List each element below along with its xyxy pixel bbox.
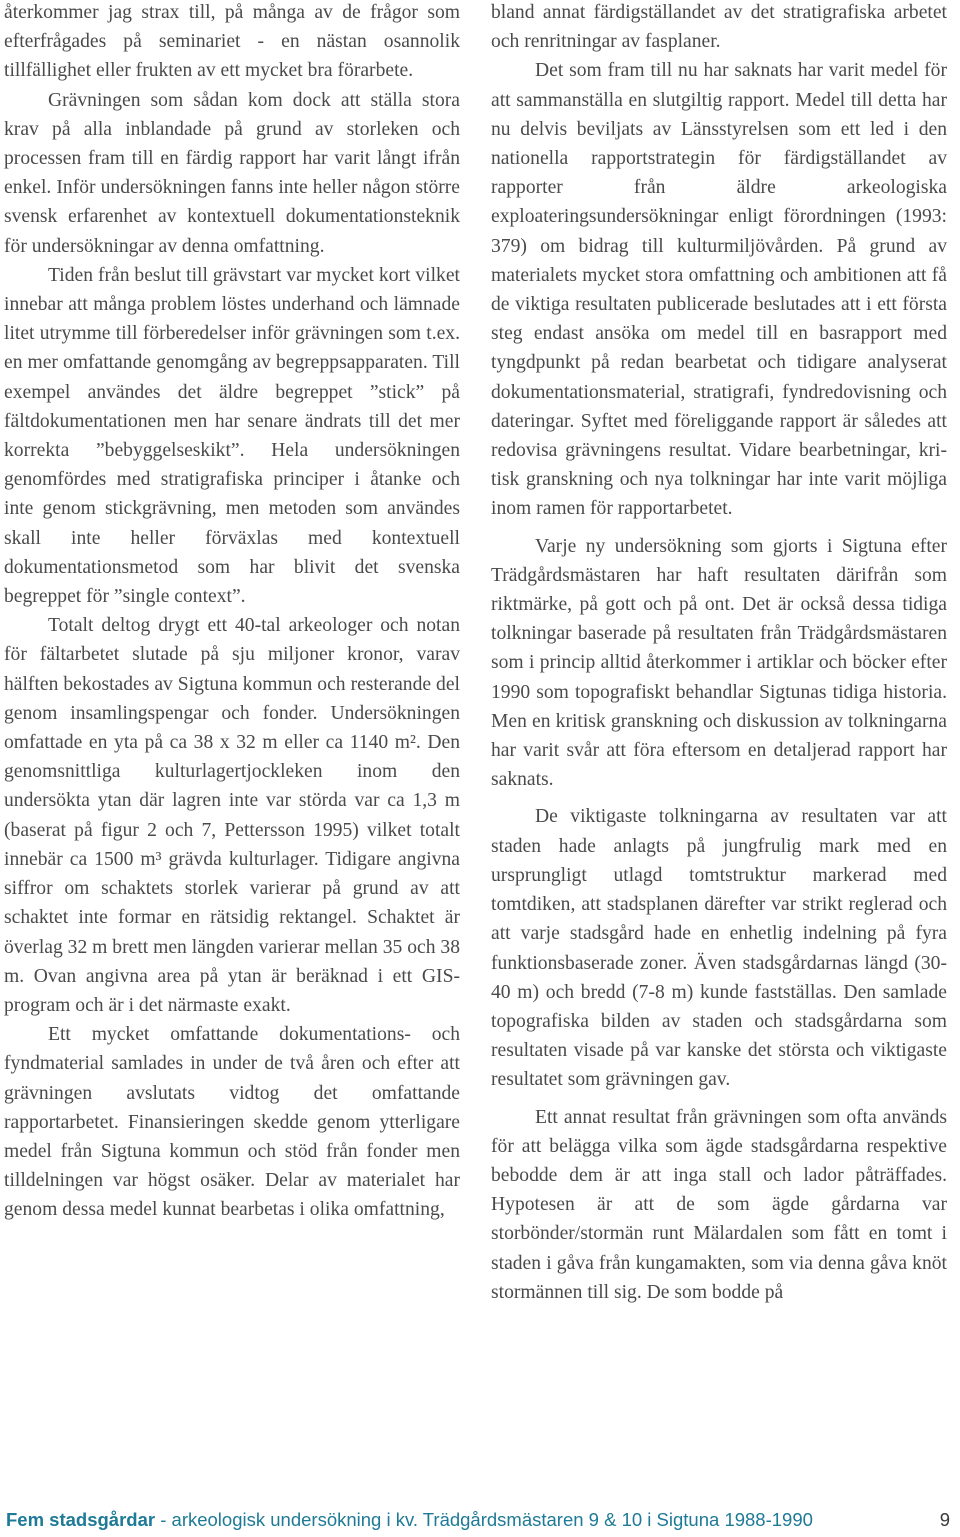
paragraph: Varje ny undersökning som gjorts i Sigtuna efter Trädgårdsmästaren har haft resultaten därifrån som riktmärke, på gott och på ont. Det är också dessa tidiga tolkningar baserade på resultaten från Trädgårdsmästaren som i princip alltid återkommer i artiklar och böcker efter 1990 som topografiskt behandlar Sigtunas tidiga historia. Men en kritisk granskning och diskussion av tolkningarna har varit svår att föra eftersom en detaljerad rapport har saknats. bbox=[491, 535, 947, 791]
page-footer bbox=[6, 1509, 950, 1537]
paragraph: Ett annat resultat från grävningen som ofta används för att belägga vilka som ägde stadsgårdarna respektive bebodde dem är att inga stall och lador påträffades. Hypotesen är att de som ägde gårdarna var storbönder/stormän runt Mälardalen som fått en tomt i staden i gåva från kungamakten, som via denna gåva knöt stormännen till sig. De som bodde på bbox=[491, 1106, 947, 1303]
footer-title-bold: Fem stadsgårdar bbox=[6, 1509, 156, 1530]
paragraph: Det som fram till nu har saknats har varit medel för att sammanställa en slutgiltig rapport. Medel till detta har nu delvis beviljats av Länsstyrelsen som ett led i den nationella rapportstrategin för färdigställandet av rapporter från äldre arkeologiska exploateringsundersökningar enligt förordningen (1993: 379) om bidrag till kulturmiljövården. På grund av materialets mycket stora omfattning och ambitionen att få de viktiga resultaten publicerade beslutades att i ett första steg endast ansöka om medel till en basrapport med tyngdpunkt på redan bearbetat och tidigare analyserat dokumentationsmaterial, stratigrafi, fyndredovisning och dateringar. Syftet med föreliggande rapport är således att redovisa grävningens resultat. Vidare bearbetningar, kritisk granskning och nya tolkningar har inte varit möjliga inom ramen för rapportarbetet. bbox=[491, 60, 947, 520]
paragraph: bland annat färdigställandet av det stratigrafiska arbetet och renritningar av fasplaner. bbox=[491, 2, 947, 53]
paragraph: Ett mycket omfattande dokumentations- och fyndmaterial samlades in under de två åren och efter att grävningen avslutats vidtog det omfattande rapportarbetet. Finansieringen skedde genom ytterligare medel från Sigtuna kommun och stöd från fonder men tilldelningen var högst osäker. Delar av materialet har genom dessa medel kunnat bearbetas i olika omfattning, bbox=[4, 1024, 460, 1221]
paragraph: De viktigaste tolkningarna av resultaten var att staden hade anlagts på jungfrulig mark med en ursprungligt utlagd tomtstruktur markerad med tomtdiken, att stadsplanen därefter var strikt reglerad och att varje stadsgård hade en enhetlig indelning på fyra funktionsbaserade zoner. Även stadsgårdarnas längd (30-40 m) och bredd (7-8 m) kunde fastställas. Den samlade topografiska bilden av staden och stadsgårdarna som resultaten visade på var kanske det största och viktigaste resultatet som grävningen gav. bbox=[491, 806, 947, 1091]
paragraph: Totalt deltog drygt ett 40-tal arkeologer och notan för fältarbetet slutade på sju miljoner kronor, varav hälften bekostades av Sigtuna kommun och resterande del genom insamlingspengar och fonder. Undersökningen omfattade en yta på ca 38 x 32 m eller ca 1140 m². Den genomsnittliga kulturlagertjockleken inom den undersökta ytan där lagren inte var störda var ca 1,3 m (baserat på figur 2 och 7, Pettersson 1995) vilket totalt innebär ca 1500 m³ grävda kulturlager. Tidigare angivna siffror om schaktets storlek varierar på grund av att schaktet inte formar en rätsidig rektangel. Schaktet är överlag 32 m brett men längden varierar mellan 35 och 38 m. Ovan angivna area på ytan är beräknad i ett GIS-program och är i det närmaste exakt. bbox=[4, 615, 460, 1016]
paragraph: återkommer jag strax till, på många av de frågor som efterfrågades på seminariet - en nästan osannolik tillfällighet eller frukten av ett mycket bra förarbete. bbox=[4, 2, 460, 82]
right-text-column bbox=[491, 0, 947, 1307]
paragraph: Grävningen som sådan kom dock att ställa stora krav på alla inblandade på grund av storleken och processen fram till en färdig rapport har varit långt ifrån enkel. Inför undersökningen fanns inte heller någon större svensk erfarenhet av kontextuell dokumentationsteknik för undersökningar av denna omfattning. bbox=[4, 89, 460, 257]
left-text-column bbox=[4, 0, 460, 1225]
paragraph: Tiden från beslut till grävstart var mycket kort vilket innebar att många problem löstes underhand och lämnade litet utrymme till förberedelser inför grävningen som t.ex. en mer omfattande genomgång av begreppsapparaten. Till exempel användes det äldre begreppet ”stick” på fältdokumentationen men har senare ändrats till det mer korrekta ”bebyggelseskikt”. Hela undersökningen genomfördes med stratigrafiska principer i åtanke och inte genom stickgrävning, men metoden som användes skall inte heller förväxlas med kontextuell dokumentationsmetod som har blivit det svenska begreppet för ”single context”. bbox=[4, 264, 460, 608]
footer-title-rest: - arkeologisk undersökning i kv. Trädgårdsmästaren 9 & 10 i Sigtuna 1988-1990 bbox=[155, 1509, 813, 1530]
page-number: 9 bbox=[939, 1509, 950, 1530]
